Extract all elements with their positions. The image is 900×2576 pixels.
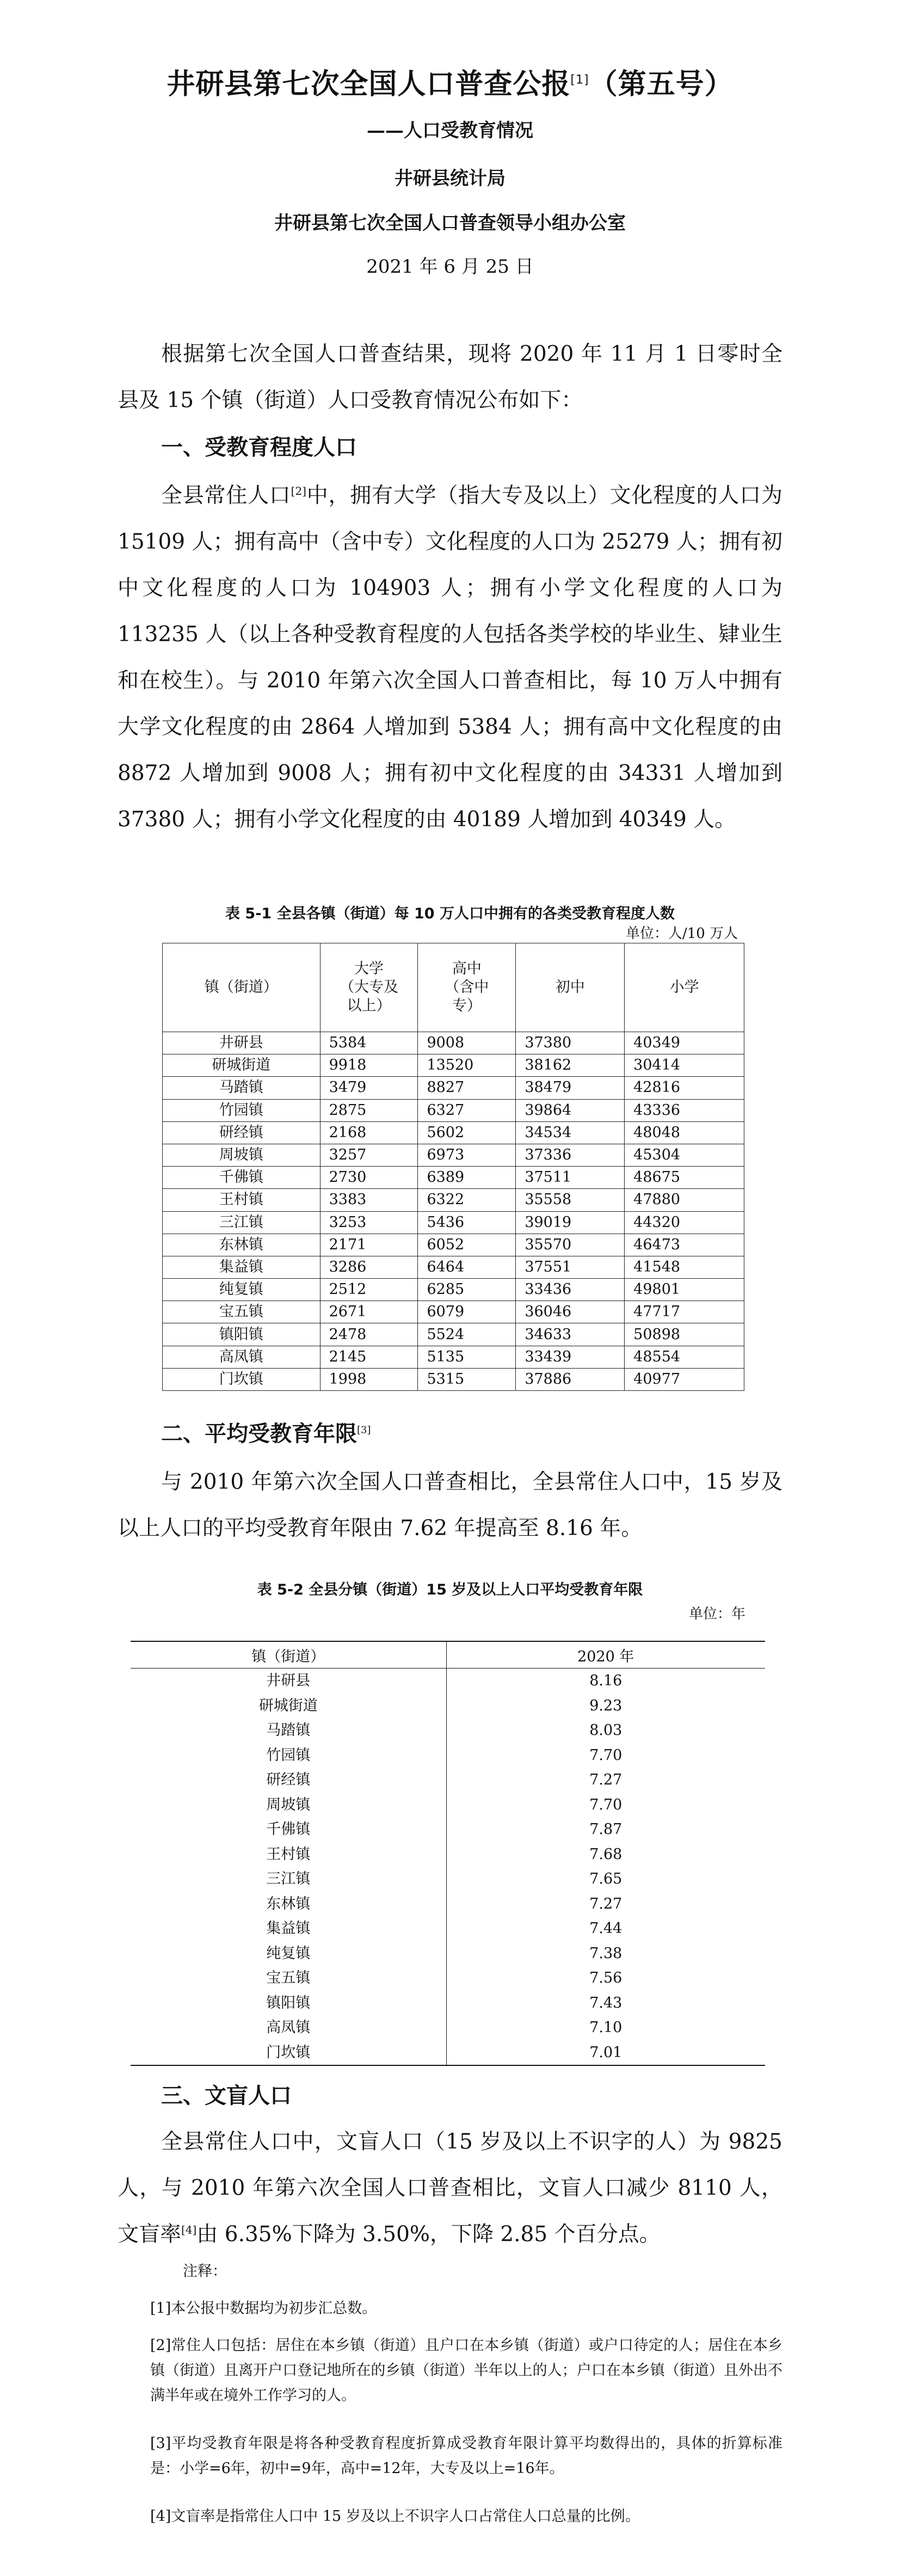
value-cell: 6322	[418, 1189, 516, 1211]
table-row	[131, 1991, 765, 2016]
table-row	[131, 1842, 765, 1867]
college-line-1: 大学	[354, 960, 384, 977]
town-name-cell: 纯复镇	[131, 1941, 446, 1966]
col-header-college	[320, 943, 418, 1032]
years-value-cell: 7.56	[589, 1970, 622, 1987]
town-name-cell: 研城街道	[131, 1694, 446, 1719]
town-name-cell: 井研县	[163, 1032, 320, 1054]
table2-body	[131, 1669, 765, 2066]
town-name-cell: 东林镇	[131, 1892, 446, 1917]
value-cell: 6052	[418, 1234, 516, 1256]
value-cell: 42816	[625, 1077, 744, 1099]
value-cell: 5436	[418, 1211, 516, 1234]
town-name-cell: 王村镇	[131, 1842, 446, 1867]
senior-line-1: 高中	[452, 960, 482, 977]
town-name-cell: 镇阳镇	[163, 1323, 320, 1346]
value-cell: 43336	[625, 1099, 744, 1121]
value-cell: 2671	[320, 1301, 418, 1323]
value-cell: 37336	[516, 1144, 625, 1166]
issuer-statistics-bureau: 井研县统计局	[394, 168, 506, 189]
table1-body	[163, 1032, 744, 1391]
value-cell: 33439	[516, 1346, 625, 1368]
years-value-cell: 7.65	[589, 1870, 622, 1888]
table-row	[131, 1916, 765, 1941]
value-cell: 48675	[625, 1167, 744, 1189]
table1-unit: 单位：人/10 万人	[626, 925, 738, 942]
section3-paragraph	[118, 2119, 782, 2258]
town-name-cell: 千佛镇	[163, 1167, 320, 1189]
town-name-cell: 竹园镇	[163, 1099, 320, 1121]
years-value-cell: 7.44	[589, 1920, 622, 1937]
value-cell: 9008	[418, 1032, 516, 1054]
note-3: [3]平均受教育年限是将各种受教育程度折算成受教育年限计算平均数得出的，具体的折算标准是：小学=6年，初中=9年，高中=12年，大专及以上=16年。	[150, 2435, 782, 2477]
section3-heading: 三、文盲人口	[161, 2083, 292, 2108]
value-cell: 2171	[320, 1234, 418, 1256]
value-cell: 5602	[418, 1121, 516, 1144]
table-row	[163, 1077, 744, 1099]
town-name-cell: 三江镇	[131, 1867, 446, 1892]
years-value-cell: 8.16	[589, 1672, 622, 1690]
value-cell: 2512	[320, 1279, 418, 1301]
town-name-cell: 研经镇	[131, 1768, 446, 1793]
value-cell: 3479	[320, 1077, 418, 1099]
value-cell: 1998	[320, 1368, 418, 1390]
title-text: 井研县第七次全国人口普查公报	[167, 68, 571, 101]
town-name-cell: 高凤镇	[163, 1346, 320, 1368]
value-cell: 2168	[320, 1121, 418, 1144]
senior-line-2: （含中	[445, 979, 489, 996]
years-value-cell: 7.38	[589, 1945, 622, 1962]
years-value-cell: 7.68	[589, 1845, 622, 1863]
value-cell: 37886	[516, 1368, 625, 1390]
section2-heading	[161, 1416, 371, 1448]
table-row	[163, 1368, 744, 1390]
table1-header-row	[163, 943, 744, 1032]
col-header-town: 镇（街道）	[131, 1641, 446, 1669]
years-value-cell: 7.27	[589, 1895, 622, 1912]
value-cell: 34633	[516, 1323, 625, 1346]
value-cell: 44320	[625, 1211, 744, 1234]
value-cell: 3286	[320, 1256, 418, 1278]
town-name-cell: 集益镇	[131, 1916, 446, 1941]
value-cell: 33436	[516, 1279, 625, 1301]
value-cell: 5524	[418, 1323, 516, 1346]
value-cell: 48554	[625, 1346, 744, 1368]
table-row	[163, 1099, 744, 1121]
table-row	[163, 1279, 744, 1301]
table-row	[131, 1793, 765, 1818]
value-cell: 2478	[320, 1323, 418, 1346]
value-cell: 49801	[625, 1279, 744, 1301]
footnote-ref-3[interactable]: [3]	[357, 1424, 371, 1436]
schooling-years-table	[131, 1641, 765, 2066]
note-1: [1]本公报中数据均为初步汇总数。	[150, 2300, 377, 2317]
col-header-senior	[418, 943, 516, 1032]
table1-caption: 表 5-1 全县各镇（街道）每 10 万人口中拥有的各类受教育程度人数	[225, 905, 675, 922]
table-row	[131, 1817, 765, 1842]
table-row	[163, 1144, 744, 1166]
section1-paragraph	[118, 473, 782, 843]
issuer-census-office: 井研县第七次全国人口普查领导小组办公室	[274, 212, 626, 234]
years-value-cell: 8.03	[589, 1722, 622, 1739]
value-cell: 3383	[320, 1189, 418, 1211]
town-name-cell: 纯复镇	[163, 1279, 320, 1301]
footnote-ref-2[interactable]: [2]	[291, 484, 306, 498]
years-value-cell: 7.27	[589, 1771, 622, 1789]
section1-text-rest: 中，拥有大学（指大专及以上）文化程度的人口为 15109 人；拥有高中（含中专）文化程度的人口为 25279 人；拥有初中文化程度的人口为 104903 人；拥有小学文化程度的人口为 113235 人（以上各种受教育程度的人包括各类学校的毕业生、肄业生和在校生）。与 2010 年第六次全国人口普查相比，每 10 万人中拥有大学文化程度的由 2864 人增加到 5384 人；拥有高中文化程度的由 8872 人增加到 9008 人；拥有初中文化程度的由 34331 人增加到 37380 人；拥有小学文化程度的由 40189 人增加到 40349 人。	[118, 483, 782, 832]
value-cell: 36046	[516, 1301, 625, 1323]
title-issue-number: （第五号）	[589, 68, 733, 101]
value-cell: 40349	[625, 1032, 744, 1054]
town-name-cell: 马踏镇	[163, 1077, 320, 1099]
value-cell: 38479	[516, 1077, 625, 1099]
value-cell: 50898	[625, 1323, 744, 1346]
town-name-cell: 门坎镇	[163, 1368, 320, 1390]
table-row	[163, 1121, 744, 1144]
senior-line-3: 专）	[452, 997, 482, 1014]
town-name-cell: 井研县	[131, 1669, 446, 1694]
table-row	[131, 2040, 765, 2066]
value-cell: 45304	[625, 1144, 744, 1166]
table-row	[131, 1941, 765, 1966]
table-row	[131, 1768, 765, 1793]
table-row	[163, 1211, 744, 1234]
value-cell: 37511	[516, 1167, 625, 1189]
town-name-cell: 研经镇	[163, 1121, 320, 1144]
value-cell: 37551	[516, 1256, 625, 1278]
table2-header-row	[131, 1641, 765, 1669]
years-value-cell: 7.01	[446, 2040, 765, 2066]
table-row	[131, 1743, 765, 1768]
town-name-cell: 千佛镇	[131, 1817, 446, 1842]
table-row	[163, 1032, 744, 1054]
section1-heading: 一、受教育程度人口	[161, 434, 357, 460]
town-name-cell: 宝五镇	[131, 1966, 446, 1991]
table-row	[163, 1323, 744, 1346]
town-name-cell: 周坡镇	[131, 1793, 446, 1818]
value-cell: 35570	[516, 1234, 625, 1256]
town-name-cell: 门坎镇	[131, 2040, 446, 2066]
town-name-cell: 三江镇	[163, 1211, 320, 1234]
col-header-year-2020: 2020 年	[446, 1641, 765, 1669]
table2-caption: 表 5-2 全县分镇（街道）15 岁及以上人口平均受教育年限	[257, 1581, 643, 1598]
value-cell: 6973	[418, 1144, 516, 1166]
years-value-cell: 7.10	[589, 2019, 622, 2037]
value-cell: 30414	[625, 1054, 744, 1077]
col-header-primary: 小学	[625, 943, 744, 1032]
table-row	[163, 1167, 744, 1189]
town-name-cell: 竹园镇	[131, 1743, 446, 1768]
value-cell: 47717	[625, 1301, 744, 1323]
years-value-cell: 7.70	[589, 1746, 622, 1764]
town-name-cell: 研城街道	[163, 1054, 320, 1077]
page-title	[0, 61, 900, 102]
value-cell: 5384	[320, 1032, 418, 1054]
value-cell: 3253	[320, 1211, 418, 1234]
town-name-cell: 王村镇	[163, 1189, 320, 1211]
value-cell: 6464	[418, 1256, 516, 1278]
value-cell: 2145	[320, 1346, 418, 1368]
value-cell: 41548	[625, 1256, 744, 1278]
section3-text-start: 全县常住人口中，文盲人口（15 岁及以上不识字的人）为 9825 人，与 2010 年第六次全国人口普查相比，文盲人口减少 8110 人，文盲率	[118, 2130, 782, 2247]
value-cell: 2875	[320, 1099, 418, 1121]
table-row	[163, 1346, 744, 1368]
value-cell: 6079	[418, 1301, 516, 1323]
note-2: [2]常住人口包括：居住在本乡镇（街道）且户口在本乡镇（街道）或户口待定的人；居住在本乡镇（街道）且离开户口登记地所在的乡镇（街道）半年以上的人；户口在本乡镇（街道）且外出不满半年或在境外工作学习的人。	[150, 2337, 782, 2404]
table2-unit: 单位：年	[689, 1606, 746, 1622]
table-row	[163, 1301, 744, 1323]
section3-text-rest: 由 6.35%下降为 3.50%，下降 2.85 个百分点。	[196, 2222, 661, 2247]
value-cell: 6327	[418, 1099, 516, 1121]
value-cell: 6285	[418, 1279, 516, 1301]
value-cell: 37380	[516, 1032, 625, 1054]
value-cell: 38162	[516, 1054, 625, 1077]
education-level-table	[162, 943, 744, 1391]
town-name-cell: 高凤镇	[131, 2015, 446, 2040]
table-row	[131, 1694, 765, 1719]
years-value-cell: 7.87	[589, 1821, 622, 1838]
value-cell: 39864	[516, 1099, 625, 1121]
years-value-cell: 7.70	[589, 1796, 622, 1813]
value-cell: 35558	[516, 1189, 625, 1211]
table-row	[131, 1669, 765, 1694]
value-cell: 46473	[625, 1234, 744, 1256]
value-cell: 5135	[418, 1346, 516, 1368]
town-name-cell: 集益镇	[163, 1256, 320, 1278]
years-value-cell: 9.23	[589, 1697, 622, 1714]
title-footnote-ref[interactable]: [1]	[570, 73, 589, 87]
value-cell: 47880	[625, 1189, 744, 1211]
notes-label: 注释：	[183, 2263, 227, 2280]
table-row	[131, 1867, 765, 1892]
college-line-2: （大专及	[340, 979, 399, 996]
section2-paragraph: 与 2010 年第六次全国人口普查相比，全县常住人口中，15 岁及以上人口的平均受教育年限由 7.62 年提高至 8.16 年。	[118, 1470, 782, 1541]
value-cell: 2730	[320, 1167, 418, 1189]
table-row	[131, 2015, 765, 2040]
table-row	[163, 1054, 744, 1077]
value-cell: 5315	[418, 1368, 516, 1390]
table-row	[131, 1966, 765, 1991]
college-line-3: 以上）	[347, 997, 391, 1014]
value-cell: 39019	[516, 1211, 625, 1234]
page-subtitle: ——人口受教育情况	[367, 120, 533, 142]
section2-heading-text: 二、平均受教育年限	[161, 1421, 357, 1446]
town-name-cell: 镇阳镇	[131, 1991, 446, 2016]
value-cell: 13520	[418, 1054, 516, 1077]
town-name-cell: 东林镇	[163, 1234, 320, 1256]
years-value-cell: 7.43	[589, 1994, 622, 2011]
table-row	[163, 1234, 744, 1256]
value-cell: 6389	[418, 1167, 516, 1189]
table-row	[163, 1256, 744, 1278]
value-cell: 3257	[320, 1144, 418, 1166]
table-row	[131, 1892, 765, 1917]
intro-paragraph: 根据第七次全国人口普查结果，现将 2020 年 11 月 1 日零时全县及 15 个镇（街道）人口受教育情况公布如下：	[118, 342, 782, 413]
footnote-ref-4[interactable]: [4]	[181, 2223, 197, 2236]
value-cell: 8827	[418, 1077, 516, 1099]
value-cell: 34534	[516, 1121, 625, 1144]
town-name-cell: 周坡镇	[163, 1144, 320, 1166]
col-header-town: 镇（街道）	[163, 943, 320, 1032]
section1-text-start: 全县常住人口	[161, 483, 291, 508]
col-header-junior: 初中	[516, 943, 625, 1032]
town-name-cell: 马踏镇	[131, 1718, 446, 1743]
table-row	[163, 1189, 744, 1211]
value-cell: 48048	[625, 1121, 744, 1144]
publish-date: 2021 年 6 月 25 日	[366, 256, 534, 278]
table-row	[131, 1718, 765, 1743]
note-4: [4]文盲率是指常住人口中 15 岁及以上不识字人口占常住人口总量的比例。	[150, 2508, 640, 2525]
value-cell: 40977	[625, 1368, 744, 1390]
value-cell: 9918	[320, 1054, 418, 1077]
town-name-cell: 宝五镇	[163, 1301, 320, 1323]
